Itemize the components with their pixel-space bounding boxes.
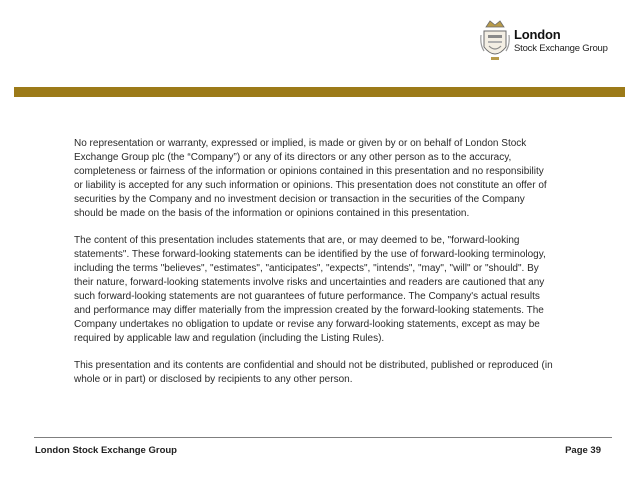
logo-subtitle: Stock Exchange Group xyxy=(514,43,608,54)
company-logo xyxy=(480,17,630,65)
paragraph-representation: No representation or warranty, expressed or implied, is made or given by or on behalf of London Stock Exchange Group plc (the “Company”) or any of its directors or any other person as to the accuracy, completeness or fairness of the information or opinions contained in this presentation and no responsibility or liability is accepted for any such information or opinions. This presentation does not constitute an offer of securities by the Company and no investment decision or transaction in the securities of the Company should be made on the basis of the information or opinions contained in this presentation. xyxy=(74,138,547,219)
footer-company: London Stock Exchange Group xyxy=(35,445,177,456)
page-number: Page 39 xyxy=(565,445,601,456)
header-accent-bar xyxy=(14,87,625,97)
paragraph-forward-looking: The content of this presentation includes statements that are, or may deemed to be, "forward-looking statements". These forward-looking statements can be identified by the use of forward-looking terminology, including the terms "believes", "estimates", "anticipates", "expects", "intends", "may", "will" or "should". By their nature, forward-looking statements involve risks and uncertainties and readers are cautioned that any such forward-looking statements are not guarantees of future performance. The Company's actual results and performance may differ materially from the impression created by the forward-looking statements. The Company undertakes no obligation to update or revise any forward-looking statements, except as may be required by applicable law and regulation (including the Listing Rules). xyxy=(74,235,546,344)
footer-rule xyxy=(34,437,612,438)
paragraph-confidentiality: This presentation and its contents are confidential and should not be distributed, published or reproduced (in whole or in part) or disclosed by recipients to any other person. xyxy=(74,360,553,385)
crest-icon xyxy=(480,17,510,63)
logo-name: London xyxy=(514,27,561,42)
disclaimer-text xyxy=(74,137,554,400)
